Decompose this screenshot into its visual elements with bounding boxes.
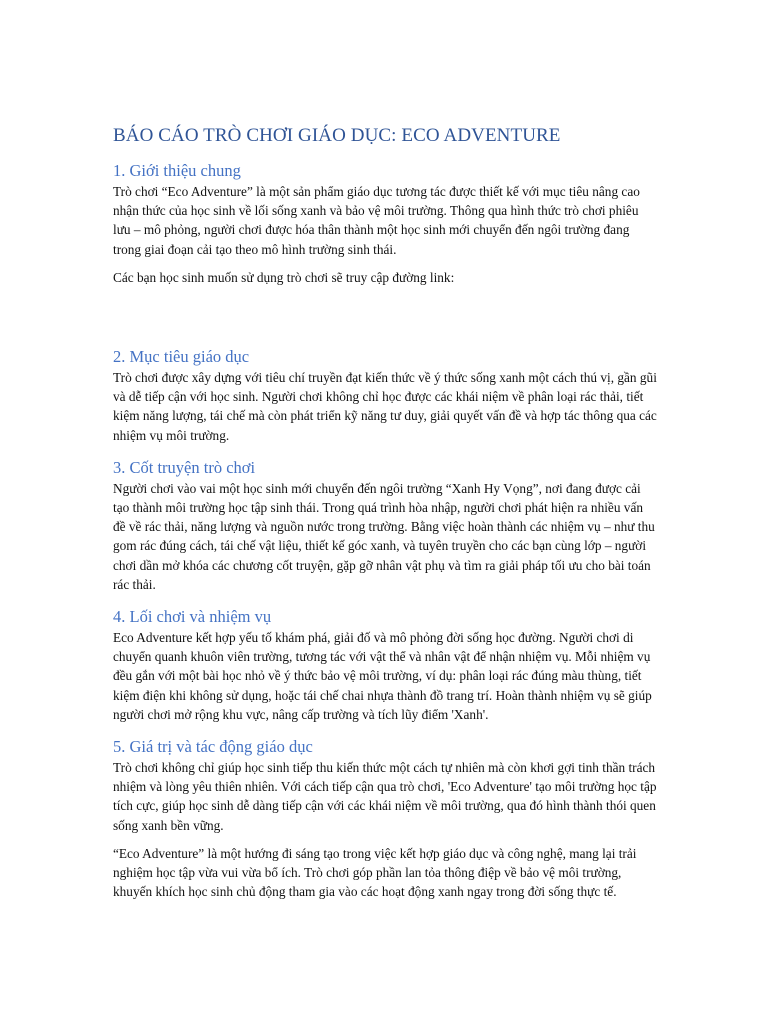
section-introduction bbox=[113, 160, 658, 334]
section-paragraph: Trò chơi không chỉ giúp học sinh tiếp thu kiến thức một cách tự nhiên mà còn khơi gợi tinh thần trách nhiệm và lòng yêu thiên nhiên. Với cách tiếp cận qua trò chơi, 'Eco Adventure' tạo môi trường học tập tích cực, giúp học sinh dễ dàng tiếp cận với các khái niệm về môi trường, qua đó hình thành thói quen sống xanh bền vững. bbox=[113, 760, 657, 833]
section-paragraph: Eco Adventure kết hợp yếu tố khám phá, giải đố và mô phỏng đời sống học đường. Người chơi di chuyển quanh khuôn viên trường, tương tác với vật thể và nhân vật để nhận nhiệm vụ. Mỗi nhiệm vụ đều gắn với một bài học nhỏ về ý thức bảo vệ môi trường, ví dụ: phân loại rác đúng màu thùng, tiết kiệm điện khi không sử dụng, hoặc tái chế chai nhựa thành đồ trang trí. Hoàn thành nhiệm vụ sẽ giúp người chơi mở rộng khu vực, nâng cấp trường và tích lũy điểm 'Xanh'. bbox=[113, 630, 652, 722]
section-heading: 3. Cốt truyện trò chơi bbox=[113, 457, 256, 477]
link-instruction: Các bạn học sinh muốn sử dụng trò chơi sẽ truy cập đường link: bbox=[113, 269, 455, 285]
section-educational-goals bbox=[113, 346, 658, 445]
section-gameplay bbox=[113, 606, 658, 724]
conclusion-paragraph: “Eco Adventure” là một hướng đi sáng tạo trong việc kết hợp giáo dục và công nghệ, mang lại trải nghiệm học tập vừa vui vừa bổ ích. Trò chơi góp phần lan tỏa thông điệp về bảo vệ môi trường, khuyến khích học sinh chủ động tham gia vào các hoạt động xanh ngay trong đời sống thực tế. bbox=[113, 845, 637, 900]
section-heading: 2. Mục tiêu giáo dục bbox=[113, 347, 250, 367]
section-paragraph: Người chơi vào vai một học sinh mới chuyển đến ngôi trường “Xanh Hy Vọng”, nơi đang được cải tạo thành môi trường học tập sinh thái. Trong quá trình hòa nhập, người chơi phát hiện ra nhiều vấn đề về rác thải, năng lượng và nguồn nước trong trường. Bằng việc hoàn thành các nhiệm vụ – như thu gom rác đúng cách, tái chế vật liệu, thiết kế góc xanh, và tuyên truyền cho các bạn cùng lớp – người chơi dần mở khóa các chương cốt truyện, gặp gỡ nhân vật phụ và tìm ra giải pháp tối ưu cho bài toán rác thải. bbox=[113, 480, 655, 592]
section-storyline bbox=[113, 457, 658, 594]
section-heading: 4. Lối chơi và nhiệm vụ bbox=[113, 607, 272, 627]
document-title: BÁO CÁO TRÒ CHƠI GIÁO DỤC: ECO ADVENTURE bbox=[113, 125, 561, 146]
section-paragraph: Trò chơi “Eco Adventure” là một sản phẩm giáo dục tương tác được thiết kế với mục tiêu nâng cao nhận thức của học sinh về lối sống xanh và bảo vệ môi trường. Thông qua hình thức trò chơi phiêu lưu – mô phỏng, người chơi được hóa thân thành một học sinh mới chuyển đến ngôi trường đang trong giai đoạn cải tạo theo mô hình trường sinh thái. bbox=[113, 184, 640, 257]
document-body bbox=[113, 124, 658, 901]
blank-link-area bbox=[113, 287, 658, 334]
section-paragraph: Trò chơi được xây dựng với tiêu chí truyền đạt kiến thức về ý thức sống xanh một cách thú vị, gần gũi và dễ tiếp cận với học sinh. Người chơi không chỉ học được các khái niệm về phân loại rác thải, tiết kiệm năng lượng, tái chế mà còn phát triển kỹ năng tư duy, giải quyết vấn đề và hợp tác thông qua các nhiệm vụ môi trường. bbox=[113, 370, 657, 443]
section-impact bbox=[113, 736, 658, 901]
section-heading: 1. Giới thiệu chung bbox=[113, 161, 241, 180]
section-heading: 5. Giá trị và tác động giáo dục bbox=[113, 737, 313, 757]
